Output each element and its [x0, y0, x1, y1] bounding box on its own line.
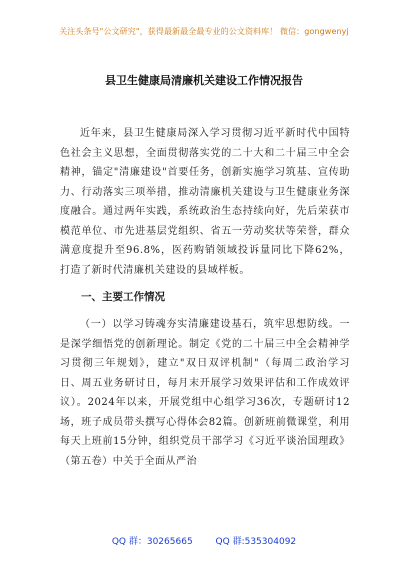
document-body: [60, 124, 350, 471]
footer-qq-group-2: QQ 群:535304092: [215, 537, 297, 547]
footer-contact: [0, 534, 408, 547]
paragraph-study: （一）以学习铸魂夯实清廉建设基石，筑牢思想防线。一是深学细悟党的创新理论。制定《党的二十届三中全会精神学习贯彻三年规划》，建立"双日双评机制"（每周二政治学习日、周五业务研讨日，每月末开展学习效果评估和工作成效评议）。2024年以来，开展党组中心组学习36次，专题研讨12场，班子成员带头撰写心得体会82篇。创新班前微课堂，利用每天上班前15分钟，组织党员干部学习《习近平谈治国理政》（第五卷）中关于全面从严治: [60, 319, 350, 467]
header-promo-text: 关注头条号"公文研究"，获得最新最全最专业的公文资料库！ 微信：gongwenyj: [59, 27, 349, 36]
footer-qq-group-1: QQ 群：30265665: [111, 537, 193, 547]
intro-paragraph: 近年来，县卫生健康局深入学习贯彻习近平新时代中国特色社会主义思想，全面贯彻落实党的二十大和二十届三中全会精神，锚定"清廉建设"首要任务，创新实施学习筑基、宣传助力、行动落实三项举措，推动清廉机关建设与卫生健康业务深度融合。通过两年实践，系统政治生态持续向好，先后荣获市模范单位、市先进基层党组织、省五一劳动奖状等荣誉，群众满意度提升至96.8%，医药购销领域投诉量同比下降62%，打造了新时代清廉机关建设的县域样板。: [60, 128, 350, 276]
document-title: 县卫生健康局清廉机关建设工作情况报告: [105, 74, 303, 87]
section-heading-main-work: 一、主要工作情况: [81, 291, 165, 303]
